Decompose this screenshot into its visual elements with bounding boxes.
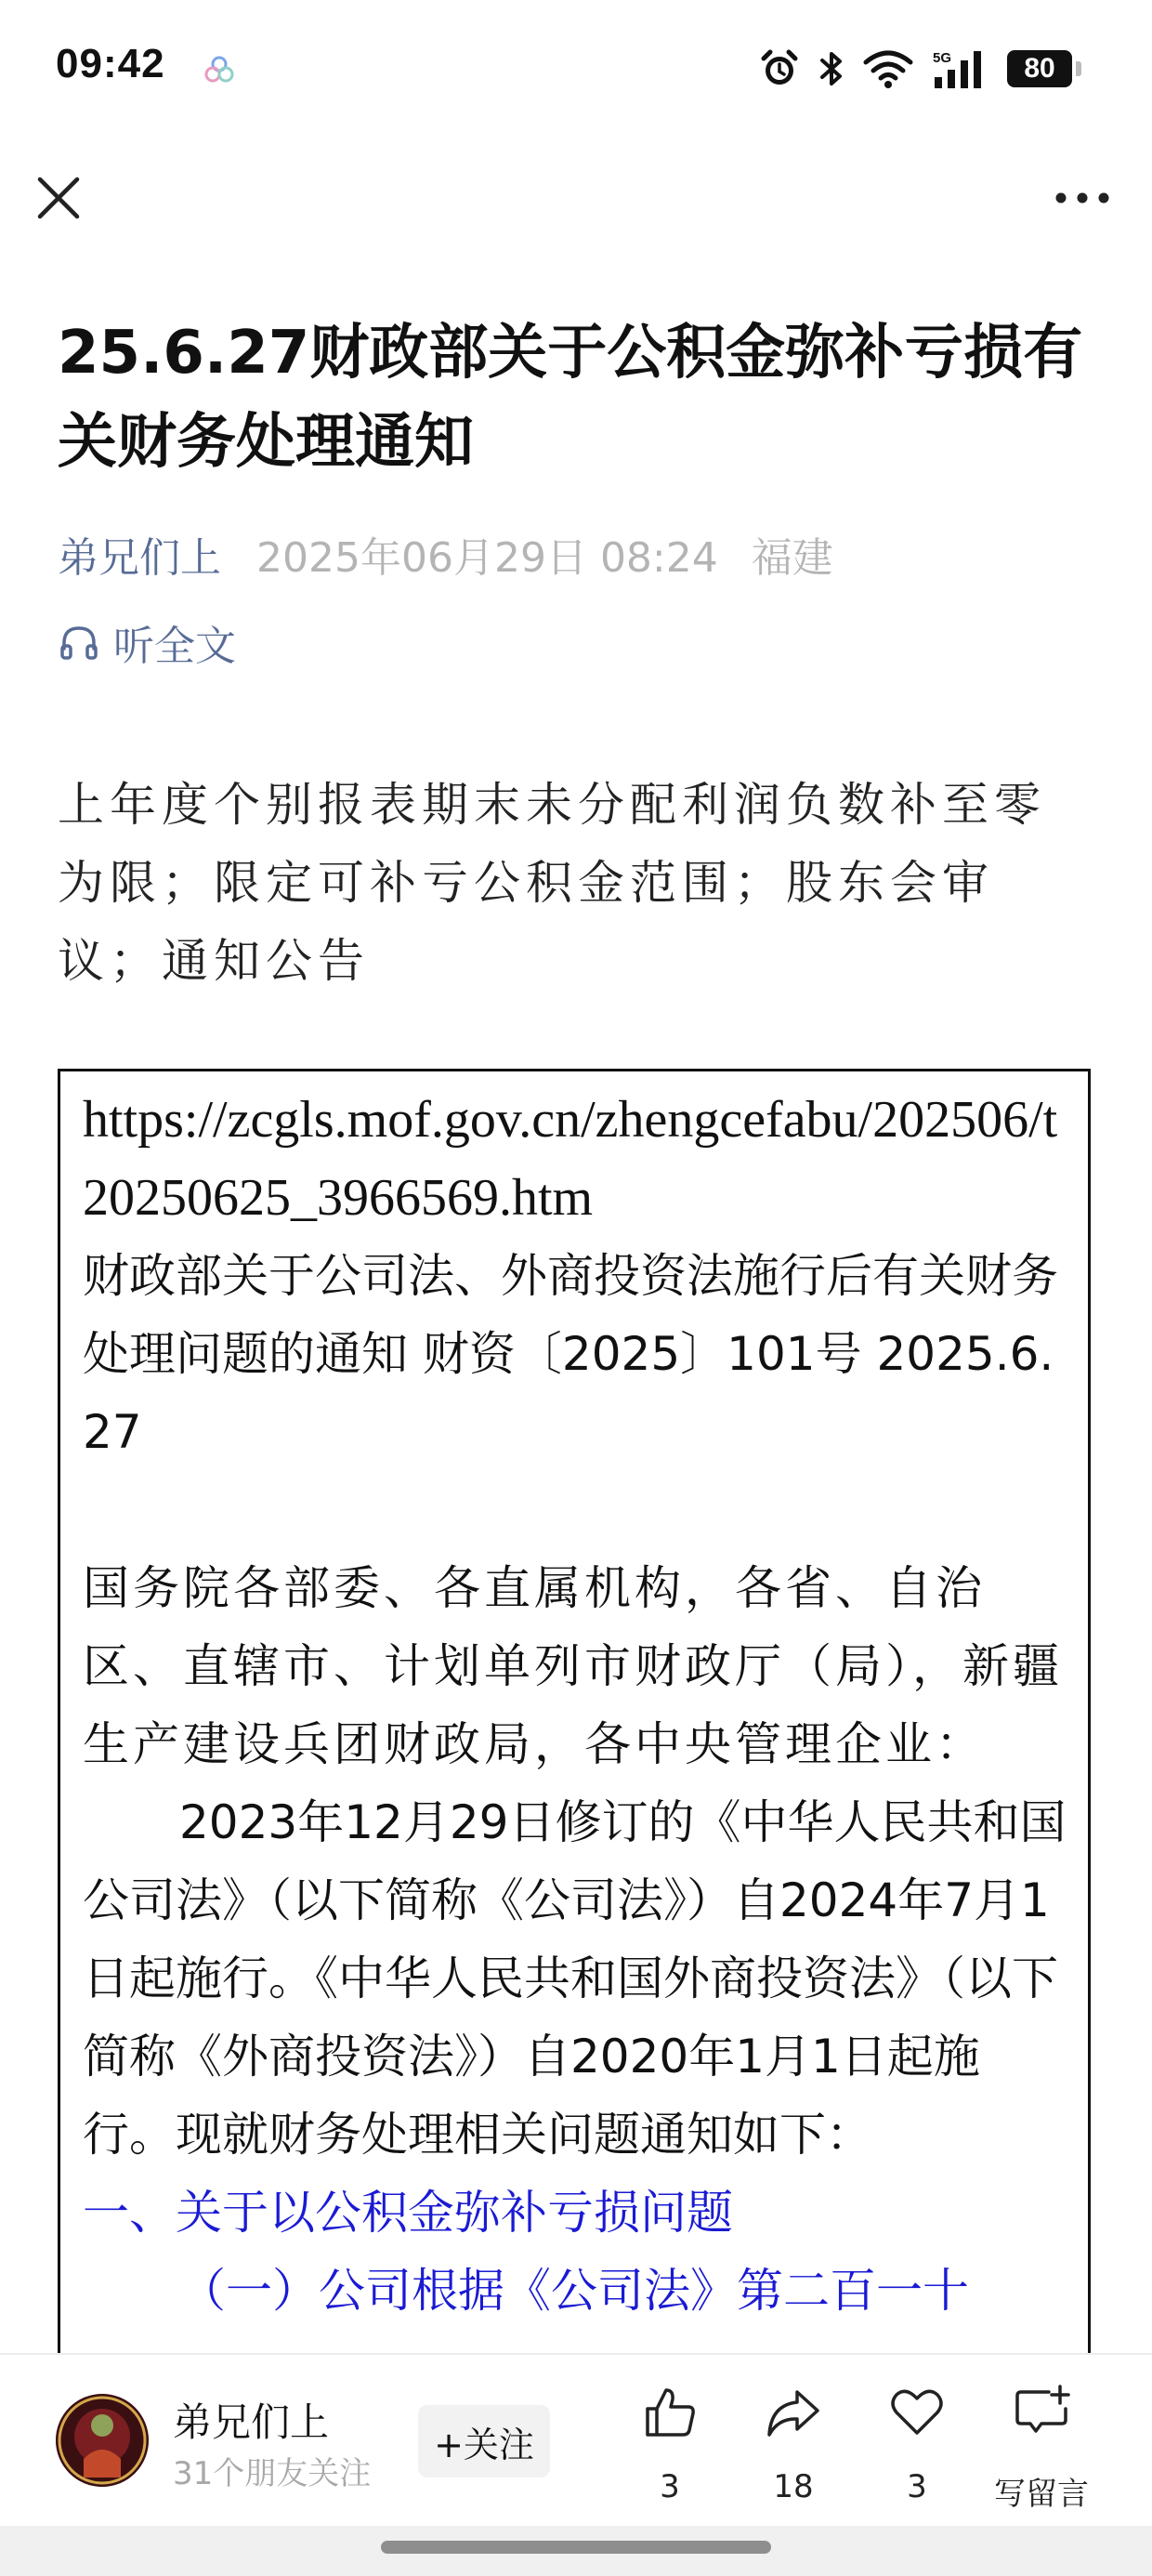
cellular-5g-icon — [931, 47, 990, 90]
app-notification-icon — [203, 54, 236, 87]
document-title: 财政部关于公司法、外商投资法施行后有关财务处理问题的通知 财资〔2025〕101号 2025.6.27 — [83, 1249, 1058, 1459]
document-addressees: 国务院各部委、各直属机构，各省、自治区、直辖市、计划单列市财政厅（局），新疆生产建设兵团财政局，各中央管理企业： — [83, 1561, 1063, 1771]
status-icons — [758, 45, 1072, 93]
status-time: 09:42 — [56, 41, 165, 86]
author-avatar[interactable] — [56, 2394, 149, 2487]
document-section-heading: 一、关于以公积金弥补亏损问题 — [83, 2186, 733, 2240]
comment-label: 写留言 — [994, 2476, 1089, 2513]
article-meta — [58, 526, 833, 582]
article-title: 25.6.27财政部关于公积金弥补亏损有关财务处理通知 — [58, 319, 1083, 477]
blank-line — [83, 1471, 1067, 1549]
home-indicator[interactable] — [381, 2541, 771, 2554]
like-button[interactable] — [609, 2377, 730, 2517]
document-paragraph: 2023年12月29日修订的《中华人民共和国公司法》（以下简称《公司法》）自2024年7月1日起施行。《中华人民共和国外商投资法》（以下简称《外商投资法》）自2020年1月1日起施行。现就财务处理相关问题通知如下： — [83, 1795, 1067, 2162]
source-url: https://zcgls.mof.gov.cn/zhengcefabu/202506/t20250625_3966569.htm — [83, 1091, 1058, 1227]
follow-button[interactable]: +关注 — [418, 2405, 550, 2477]
wifi-icon — [862, 47, 914, 90]
share-button[interactable] — [733, 2377, 854, 2517]
bluetooth-icon — [818, 47, 845, 90]
document-cut-line: （一）公司根据《公司法》第二百一十 — [179, 2264, 969, 2318]
quoted-document — [58, 1069, 1091, 2416]
article-topbar — [0, 158, 1152, 242]
thumbs-up-icon — [640, 2383, 700, 2442]
more-icon[interactable] — [1041, 167, 1124, 229]
author-name[interactable]: 弟兄们上 — [173, 2399, 330, 2445]
avatar-image — [56, 2394, 149, 2487]
battery-indicator: 80 — [1007, 50, 1072, 87]
status-bar — [0, 0, 1152, 139]
bottom-action-bar — [0, 2353, 1152, 2528]
headphones-icon — [58, 621, 100, 664]
favorite-button[interactable] — [857, 2377, 977, 2517]
svg-text:5G: 5G — [933, 50, 952, 66]
listen-full-text-button[interactable] — [58, 610, 236, 675]
like-count: 3 — [660, 2468, 680, 2505]
author-link[interactable]: 弟兄们上 — [58, 534, 221, 582]
publish-date: 2025年06月29日 08:24 — [256, 534, 718, 582]
publish-location: 福建 — [751, 534, 833, 582]
write-comment-button[interactable] — [981, 2377, 1102, 2517]
alarm-icon — [758, 47, 801, 90]
listen-label: 听全文 — [113, 623, 236, 670]
close-icon[interactable] — [28, 167, 89, 229]
heart-icon — [887, 2383, 947, 2442]
comment-icon — [1012, 2383, 1071, 2442]
share-icon — [764, 2383, 823, 2442]
favorite-count: 3 — [907, 2468, 927, 2505]
share-count: 18 — [773, 2468, 814, 2505]
author-followers: 31个朋友关注 — [173, 2455, 372, 2492]
article-summary: 上年度个别报表期末未分配利润负数补至零为限；限定可补亏公积金范围；股东会审议；通知公告 — [58, 778, 1046, 988]
